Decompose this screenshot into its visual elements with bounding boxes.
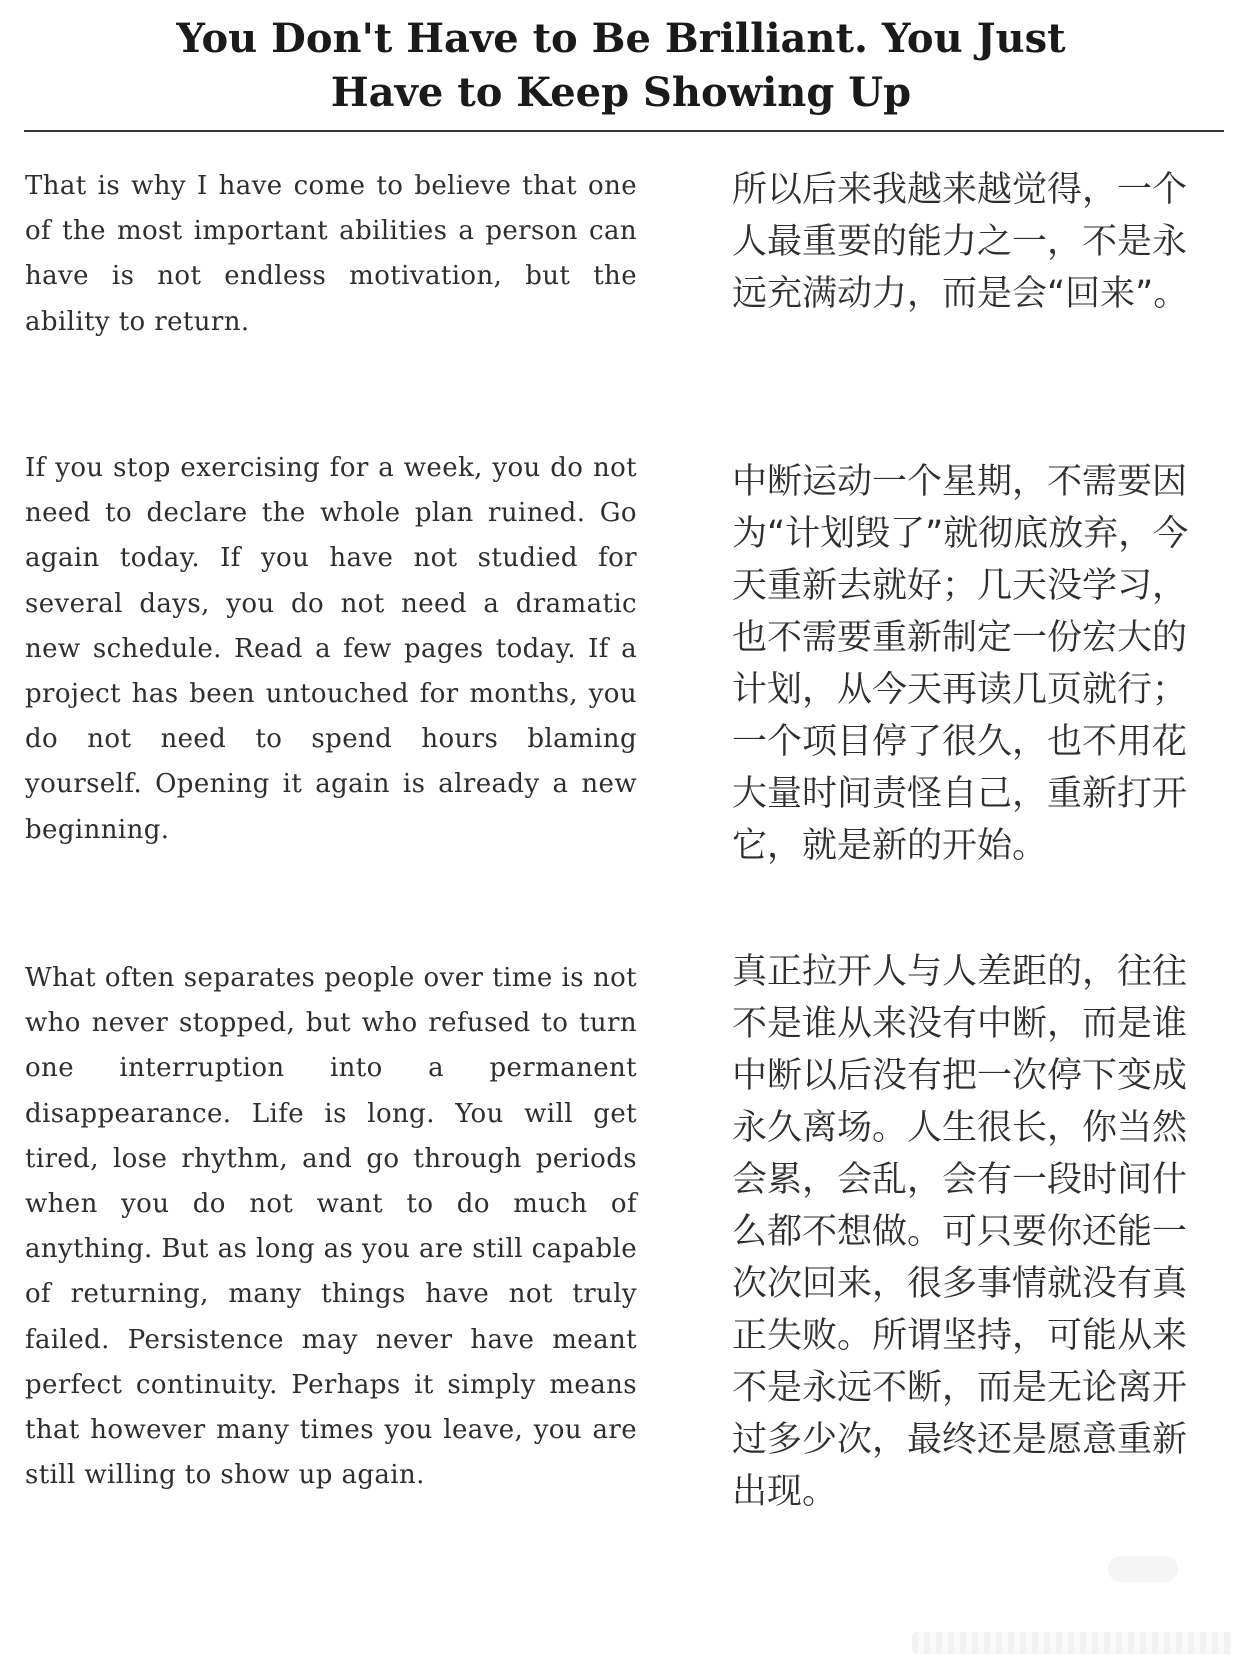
watermark-badge (1108, 1556, 1178, 1582)
title-divider (24, 130, 1224, 132)
article-title-line-2: Have to Keep Showing Up (330, 69, 912, 116)
paragraph-zh-3: 真正拉开人与人差距的，往往不是谁从来没有中断，而是谁中断以后没有把一次停下变成永久离场。人生很长，你当然会累，会乱，会有一段时间什么都不想做。可只要你还能一次次回来，很多事情就没有真正失败。所谓坚持，可能从来不是永远不断，而是无论离开过多少次，最终还是愿意重新出现。 (732, 952, 1188, 1512)
paragraph-en-1: That is why I have come to believe that one of the most important abilities a person can have is not endless motivation, but the ability to return. (25, 171, 637, 337)
paragraph-en-3: What often separates people over time is not who never stopped, but who refused to turn one interruption into a permanent disappearance. Life is long. You will get tired, lose rhythm, and go through periods when you do not want to do much of anything. But as long as you are still capable of returning, many things have not truly failed. Persistence may never have meant perfect continuity. Perhaps it simply means that however many times you leave, you are still willing to show up again. (25, 963, 637, 1491)
paragraph-zh-1: 所以后来我越来越觉得，一个人最重要的能力之一，不是永远充满动力，而是会“回来”。 (732, 170, 1189, 314)
paragraph-zh-2: 中断运动一个星期，不需要因为“计划毁了”就彻底放弃，今天重新去就好；几天没学习，也不需要重新制定一份宏大的计划，从今天再读几页就行；一个项目停了很久，也不用花大量时间责怪自己，重新打开它，就是新的开始。 (732, 462, 1189, 866)
article-title-line-1: You Don't Have to Be Brilliant. You Just (176, 15, 1066, 62)
paragraph-en-2: If you stop exercising for a week, you do not need to declare the whole plan ruined. Go again today. If you have not studied for several days, you do not need a dramatic new schedule. Read a few pages today. If a project has been untouched for months, you do not need to spend hours blaming yourself. Opening it again is already a new beginning. (25, 453, 637, 845)
article-title (0, 12, 1242, 120)
watermark-logo (912, 1632, 1232, 1654)
